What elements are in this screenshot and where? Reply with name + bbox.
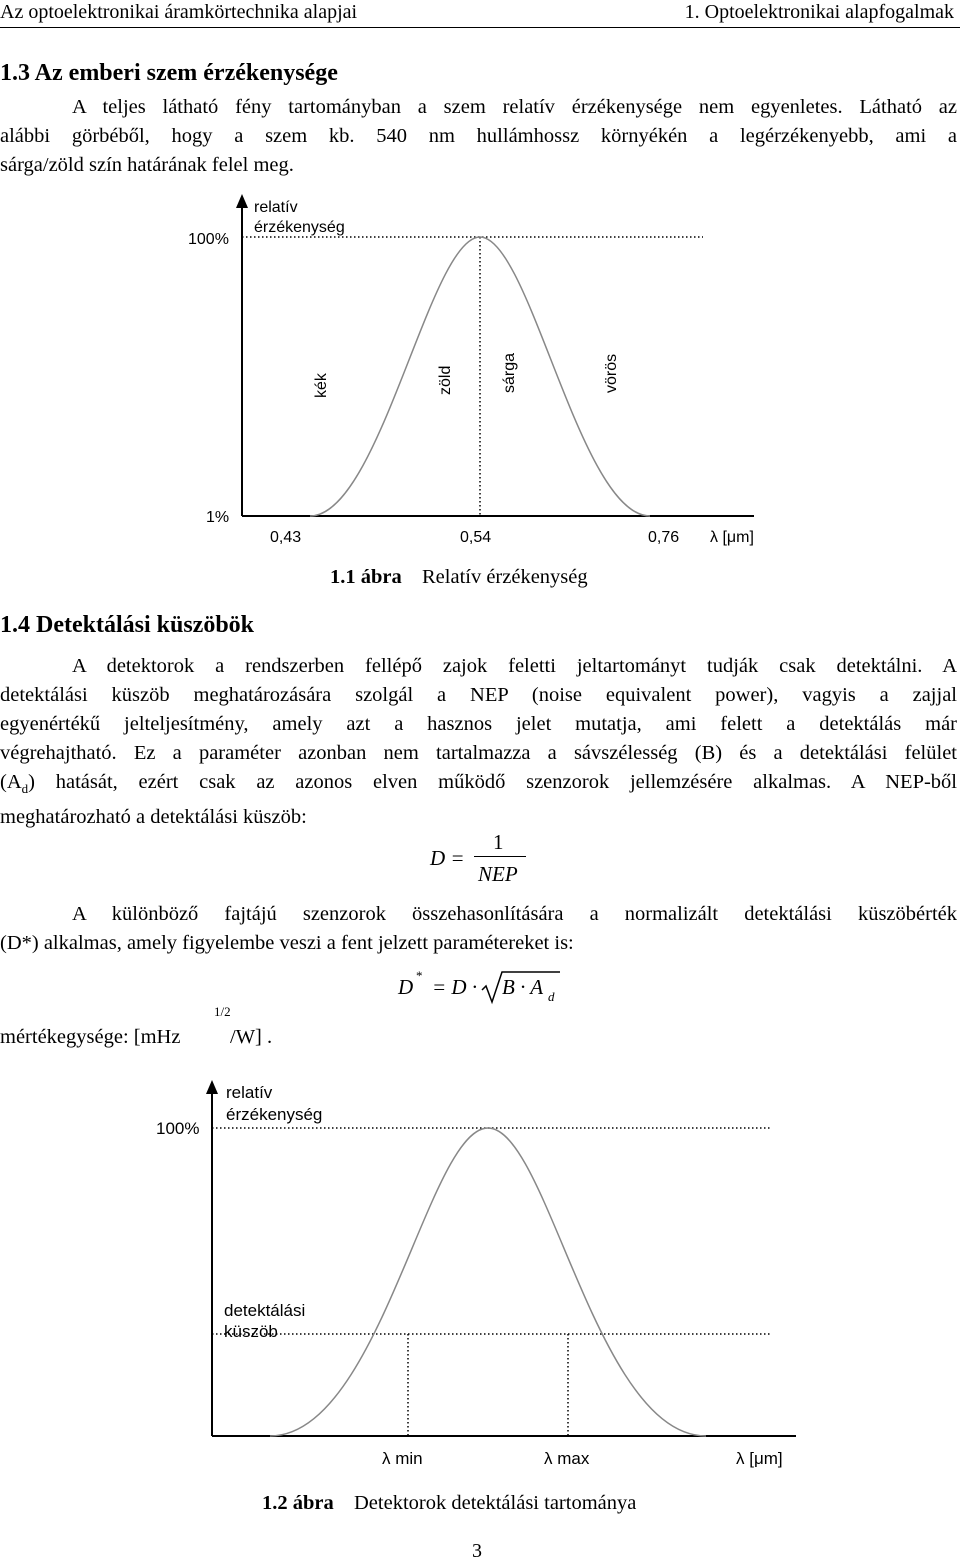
- threshold-label-1: detektálási: [224, 1301, 306, 1320]
- section-1-3-title: 1.3 Az emberi szem érzékenysége: [0, 60, 338, 86]
- formula-dstar-d: D: [398, 975, 414, 999]
- formula-dstar-star: *: [416, 968, 423, 983]
- page-header: [0, 0, 960, 28]
- section-1-3-paragraph: [0, 93, 957, 180]
- unit-tail: /W] .: [230, 1026, 273, 1048]
- paragraph-line: [0, 768, 957, 803]
- header-chapter-title: 1. Optoelektronikai alapfogalmak: [684, 1, 954, 23]
- formula-dstar-rhs: = D ·: [432, 975, 478, 999]
- page-number: 3: [472, 1540, 482, 1562]
- paragraph-line: A különböző fajtájú szenzorok összehasonlítására a normalizált detektálási küszöbérték: [72, 903, 957, 925]
- formula-d-lhs: D =: [430, 846, 465, 870]
- line-rest: ) hatását, ezért csak az azonos elven működő szenzorok jellemzésére alkalmas. A NEP-ből: [28, 771, 957, 793]
- y-top-label: 100%: [188, 231, 229, 248]
- paragraph-line: (D*) alkalmas, amely figyelembe veszi a fent jelzett paramétereket is:: [0, 932, 574, 954]
- paragraph-line: detektálási küszöb meghatározására szolgál a NEP (noise equivalent power), vagyis a zajjal: [0, 684, 957, 706]
- formula-d-denominator: NEP: [478, 862, 518, 886]
- paragraph-line: végrehajtható. Ez a paraméter azonban nem tartalmazza a sávszélesség (B) és a detektálási felület: [0, 742, 957, 764]
- x-unit: λ [μm]: [736, 1449, 783, 1468]
- y-top-label: 100%: [156, 1119, 200, 1138]
- formula-d-numerator: 1: [493, 830, 504, 854]
- color-label-red: vörös: [603, 353, 620, 393]
- line-start: (A: [0, 771, 22, 793]
- paragraph-line: meghatározható a detektálási küszöb:: [0, 806, 307, 829]
- x-unit: λ [μm]: [710, 529, 754, 546]
- threshold-label-2: küszöb: [224, 1322, 278, 1341]
- figure-2-caption: [262, 1492, 636, 1515]
- y-label-1: relatív: [254, 199, 298, 216]
- unit-label: mértékegysége: [mHz: [0, 1026, 181, 1048]
- sensitivity-curve: [270, 1128, 706, 1436]
- caption-text: Detektorok detektálási tartománya: [354, 1492, 637, 1514]
- sensitivity-chart: [170, 190, 770, 550]
- paragraph-line: A teljes látható fény tartományban a szem relatív érzékenysége nem egyenletes. Látható az: [72, 96, 957, 118]
- y-label-1: relatív: [226, 1083, 273, 1102]
- x-tick: 0,43: [270, 529, 302, 546]
- formula-dstar-subscript: d: [548, 989, 555, 1004]
- caption-number: 1.1 ábra: [330, 566, 402, 588]
- unit-superscript: 1/2: [214, 1004, 231, 1019]
- caption-text: Relatív érzékenység: [422, 566, 588, 588]
- y-label-2: érzékenység: [226, 1105, 323, 1124]
- y-axis-arrow: [206, 1080, 218, 1094]
- detectivity-paragraph: [0, 900, 957, 958]
- paragraph-line: A detektorok a rendszerben fellépő zajok feletti jeltartományt tudják csak detektálni. A: [72, 655, 957, 677]
- subscript-d: d: [21, 781, 29, 797]
- paragraph-line: alábbi görbéből, hogy a szem kb. 540 nm hullámhossz környékén a legérzékenyebb, ami a: [0, 125, 957, 147]
- paragraph-line: egyenértékű jelteljesítmény, amely azt a hasznos jelet mutatja, ami felett a detektálás már: [0, 713, 957, 735]
- detection-range-chart: [150, 1076, 800, 1476]
- fraction-bar: [474, 856, 526, 857]
- y-label-2: érzékenység: [254, 219, 345, 236]
- x-tick: 0,76: [648, 529, 680, 546]
- y-axis-arrow: [236, 194, 248, 208]
- x-label-max: λ max: [544, 1449, 590, 1468]
- color-label-blue: kék: [313, 373, 330, 398]
- formula-dstar-radicand: B · A: [502, 975, 544, 999]
- caption-number: 1.2 ábra: [262, 1492, 334, 1514]
- color-label-yellow: sárga: [501, 352, 518, 393]
- x-label-min: λ min: [382, 1449, 423, 1468]
- section-1-4-title: 1.4 Detektálási küszöbök: [0, 612, 255, 638]
- x-tick: 0,54: [460, 529, 492, 546]
- y-bottom-label: 1%: [206, 509, 230, 526]
- figure-1-caption: [330, 566, 588, 589]
- header-book-title: Az optoelektronikai áramkörtechnika alapjai: [0, 1, 358, 23]
- section-1-4-paragraph: [0, 652, 957, 832]
- paragraph-line: sárga/zöld szín határának felel meg.: [0, 154, 294, 176]
- color-label-green: zöld: [437, 365, 454, 395]
